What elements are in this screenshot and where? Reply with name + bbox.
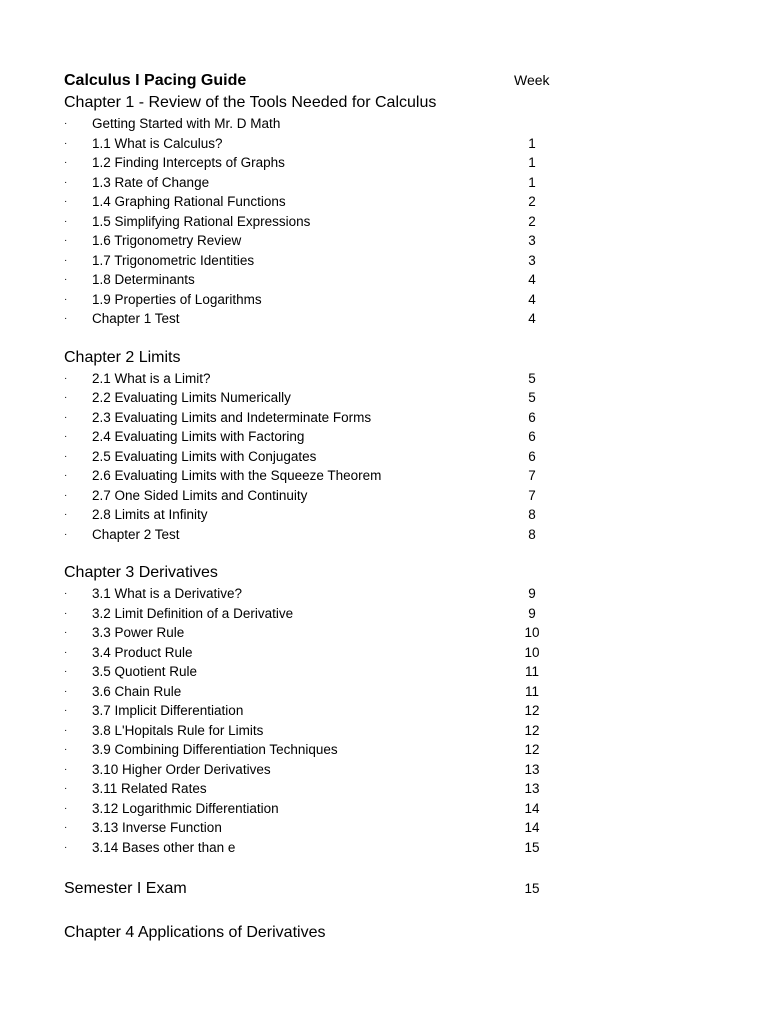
lesson-label: 2.6 Evaluating Limits with the Squeeze Theorem [92,468,382,483]
list-item [64,505,624,525]
list-item [64,388,624,408]
list-item [64,525,624,545]
chapter-heading: Chapter 2 Limits [64,348,181,366]
lesson-week: 6 [528,429,536,444]
lesson-week: 1 [528,135,536,151]
lesson-label: 3.5 Quotient Rule [92,664,198,679]
list-item [64,114,624,134]
lesson-label: 2.8 Limits at Infinity [92,507,208,522]
chapters-container [64,92,624,857]
list-item [64,643,624,663]
lesson-week: 14 [524,820,540,835]
lesson-week: 1 [528,155,536,170]
list-item [64,584,624,604]
lesson-week: 3 [528,252,536,268]
lesson-week: 5 [528,370,536,386]
semester-exam-week: 15 [524,881,540,896]
bullet-icon: · [64,646,68,658]
list-item [64,682,624,702]
list-item [64,270,624,290]
bullet-icon: · [64,528,68,540]
bullet-icon: · [64,196,68,207]
list-item [64,309,624,329]
lesson-label: 3.14 Bases other than e [92,839,236,855]
lesson-week: 11 [524,683,539,699]
lesson-week: 15 [524,839,540,855]
bullet-icon: · [64,118,68,129]
bullet-icon: · [64,157,68,168]
chapter-section [64,92,624,329]
lesson-week: 13 [524,761,540,777]
lesson-label: 3.12 Logarithmic Differentiation [92,800,279,816]
lesson-label: 1.7 Trigonometric Identities [92,252,255,268]
bullet-icon: · [64,588,68,599]
lesson-week: 12 [524,722,540,738]
lesson-label: 1.3 Rate of Change [92,174,210,190]
bullet-icon: · [64,763,68,775]
list-item [64,427,624,447]
bullet-icon: · [64,215,68,227]
lesson-label: 2.5 Evaluating Limits with Conjugates [92,448,317,464]
document-title: Calculus I Pacing Guide [64,72,247,89]
lesson-label: 3.2 Limit Definition of a Derivative [92,605,294,621]
bullet-icon: · [64,627,68,638]
bullet-icon: · [64,607,68,619]
lesson-week: 4 [528,311,536,326]
bullet-icon: · [64,822,68,833]
bullet-icon: · [64,274,68,285]
lesson-week: 7 [528,487,536,503]
semester-exam-row [64,877,624,901]
list-item [64,231,624,251]
lesson-week: 6 [528,409,536,425]
lesson-label: 1.6 Trigonometry Review [92,233,242,248]
header-row [64,68,624,92]
lesson-label: Getting Started with Mr. D Math [92,116,281,131]
list-item [64,701,624,721]
lesson-label: 3.8 L'Hopitals Rule for Limits [92,722,264,738]
lesson-week: 8 [528,526,536,542]
list-item [64,779,624,799]
list-item [64,369,624,389]
lesson-week: 11 [524,664,539,679]
lesson-label: 3.6 Chain Rule [92,683,182,699]
next-chapter-heading: Chapter 4 Applications of Derivatives [64,924,326,941]
semester-exam-label: Semester I Exam [64,880,187,897]
lesson-week: 8 [528,507,536,522]
list-item [64,623,624,643]
list-item [64,408,624,428]
lesson-week: 12 [524,703,540,718]
lesson-week: 10 [524,625,540,640]
lesson-label: 3.4 Product Rule [92,644,193,660]
lesson-label: 1.4 Graphing Rational Functions [92,194,286,209]
lesson-week: 12 [524,742,540,757]
bullet-icon: · [64,137,68,149]
lesson-label: 1.5 Simplifying Rational Expressions [92,213,311,229]
chapter-heading: Chapter 3 Derivatives [64,564,218,581]
lesson-label: 2.4 Evaluating Limits with Factoring [92,429,305,444]
bullet-icon: · [64,666,68,677]
lesson-week: 5 [528,390,536,405]
bullet-icon: · [64,802,68,814]
bullet-icon: · [64,450,68,462]
lesson-label: 1.8 Determinants [92,272,195,287]
list-item [64,662,624,682]
list-item [64,153,624,173]
lesson-label: 3.3 Power Rule [92,625,185,640]
lesson-week: 14 [524,800,540,816]
list-item [64,447,624,467]
lesson-label: 2.7 One Sided Limits and Continuity [92,487,308,503]
list-item [64,290,624,310]
lesson-week: 6 [528,448,536,464]
bullet-icon: · [64,176,68,188]
week-column-header: Week [514,72,550,88]
pacing-guide-document [64,68,624,945]
lesson-week: 1 [528,174,536,190]
lesson-label: 2.2 Evaluating Limits Numerically [92,390,291,405]
lesson-label: Chapter 2 Test [92,526,180,542]
bullet-icon: · [64,489,68,501]
bullet-icon: · [64,841,68,853]
bullet-icon: · [64,783,68,794]
lesson-label: 3.13 Inverse Function [92,820,222,835]
list-item [64,486,624,506]
lesson-label: 3.9 Combining Differentiation Techniques [92,742,338,757]
list-item [64,466,624,486]
lesson-week: 2 [528,213,536,229]
lesson-week: 3 [528,233,536,248]
bullet-icon: · [64,235,68,246]
lesson-label: 3.7 Implicit Differentiation [92,703,244,718]
chapter-section [64,347,624,545]
lesson-label: 1.9 Properties of Logarithms [92,291,262,307]
lesson-week: 4 [528,291,536,307]
lesson-label: 3.1 What is a Derivative? [92,586,243,601]
list-item [64,740,624,760]
lesson-label: 1.2 Finding Intercepts of Graphs [92,155,285,170]
list-item [64,173,624,193]
bullet-icon: · [64,724,68,736]
lesson-label: 3.11 Related Rates [92,781,207,796]
lesson-label: 2.3 Evaluating Limits and Indeterminate Forms [92,409,372,425]
bullet-icon: · [64,470,68,481]
list-item [64,721,624,741]
bullet-icon: · [64,293,68,305]
bullet-icon: · [64,372,68,384]
lesson-label: Chapter 1 Test [92,311,180,326]
lesson-week: 2 [528,194,536,209]
lesson-week: 9 [528,586,536,601]
bullet-icon: · [64,411,68,423]
bullet-icon: · [64,392,68,403]
bullet-icon: · [64,431,68,442]
bullet-icon: · [64,705,68,716]
list-item [64,134,624,154]
lesson-week: 4 [528,272,536,287]
lesson-week: 9 [528,605,536,621]
lesson-label: 2.1 What is a Limit? [92,370,211,386]
list-item [64,192,624,212]
list-item [64,818,624,838]
bullet-icon: · [64,509,68,520]
list-item [64,604,624,624]
list-item [64,838,624,858]
chapter-section [64,562,624,857]
lesson-label: 3.10 Higher Order Derivatives [92,761,271,777]
lesson-label: 1.1 What is Calculus? [92,135,223,151]
bullet-icon: · [64,744,68,755]
chapter-heading: Chapter 1 - Review of the Tools Needed for Calculus [64,94,437,111]
bullet-icon: · [64,313,68,324]
lesson-week: 13 [524,781,540,796]
bullet-icon: · [64,254,68,266]
lesson-week: 7 [528,468,536,483]
bullet-icon: · [64,685,68,697]
lesson-week: 10 [524,644,540,660]
list-item [64,760,624,780]
list-item [64,212,624,232]
list-item [64,251,624,271]
list-item [64,799,624,819]
